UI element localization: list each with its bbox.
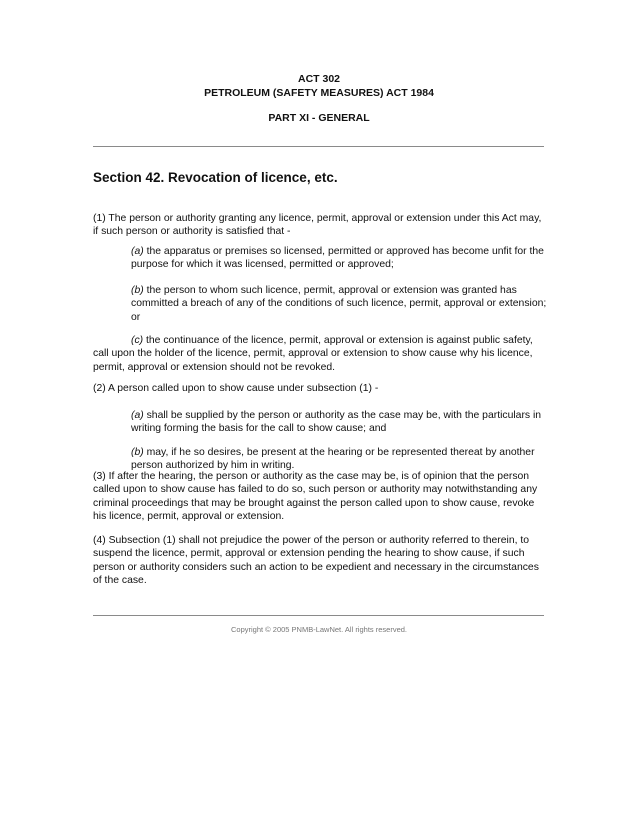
item-text-1a: the apparatus or premises so licensed, permitted or approved has become unfit for the purpose for which it was licensed, permitted or approved; [131,246,544,271]
subsection-2a [131,409,549,436]
top-divider [93,146,544,147]
copyright-footer: Copyright © 2005 PNMB-LawNet. All rights reserved. [230,625,407,634]
item-text-2a: shall be supplied by the person or authority as the case may be, with the particulars in writing forming the basis for the call to show cause; and [131,410,542,435]
subsection-2: (2) A person called upon to show cause under subsection (1) - [93,383,379,394]
subsection-3: (3) If after the hearing, the person or authority as the case may be, is of opinion that the person called upon to show cause has failed to do so, such person or authority may notwithstanding any criminal proceedings that may be brought against the person called upon to show cause, revoke his licence, permit, approval or extension. [93,471,538,522]
subsection-1c [93,334,548,374]
item-text-1c: the continuance of the licence, permit, approval or extension is against public safety, call upon the holder of the licence, permit, approval or extension to show cause why his licence, permit, approval or extension should not be revoked. [93,335,533,373]
item-label-a: (a) [131,246,144,257]
item-text-1b: the person to whom such licence, permit, approval or extension was granted has committed a breach of any of the conditions of such licence, permit, approval or extension; or [131,285,547,323]
subsection-1a [131,245,549,272]
item-label-c: (c) [131,335,144,346]
subsection-4: (4) Subsection (1) shall not prejudice the power of the person or authority referred to therein, to suspend the licence, permit, approval or extension pending the hearing to show cause, if such person or authority considers such an action to be expedient and necessary in the circumstances of the case. [93,535,539,586]
bottom-divider [93,615,544,616]
item-label-2b: (b) [131,447,144,458]
part-heading: PART XI - GENERAL [268,112,370,124]
act-number: ACT 302 [297,73,340,85]
item-label-2a: (a) [131,410,144,421]
item-text-2b: may, if he so desires, be present at the hearing or be represented thereat by another person authorized by him in writing. [131,447,535,472]
item-label-b: (b) [131,285,144,296]
subsection-2b [131,446,549,473]
subsection-1: (1) The person or authority granting any licence, permit, approval or extension under this Act may, if such person or authority is satisfied that - [93,213,542,238]
subsection-1b [131,284,549,324]
section-title: Section 42. Revocation of licence, etc. [93,170,338,185]
act-title: PETROLEUM (SAFETY MEASURES) ACT 1984 [204,87,434,99]
